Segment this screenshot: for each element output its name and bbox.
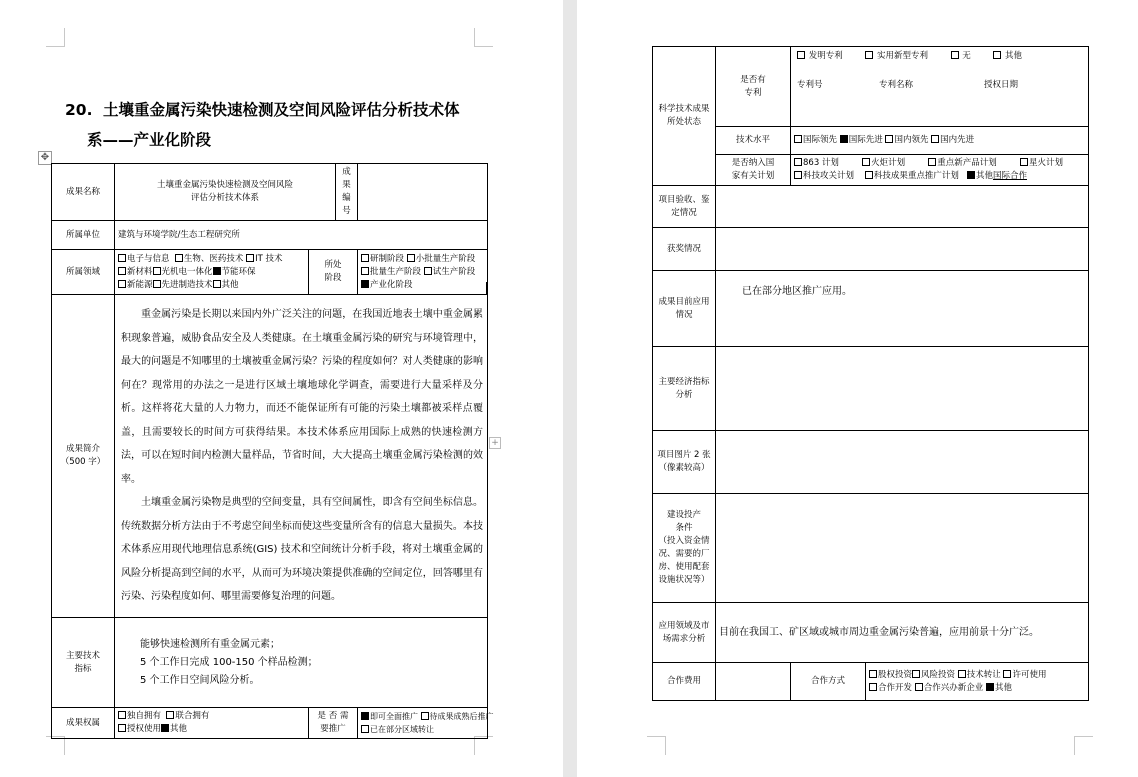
field-options (115, 250, 309, 295)
checkbox[interactable] (958, 670, 966, 678)
rights-option-selected: 其他 (170, 724, 188, 734)
checkbox-checked[interactable] (361, 280, 369, 288)
row-tech (52, 618, 488, 708)
checkbox[interactable] (794, 158, 802, 166)
coop-option: 合作兴办新企业 (923, 682, 984, 693)
patent-options (791, 47, 1089, 127)
tech-line: 5 个工作日完成 100-150 个样品检测； (140, 656, 318, 668)
result-name-value[interactable] (115, 164, 336, 221)
checkbox[interactable] (424, 267, 432, 275)
heading-line-2: 系——产业化阶段 (87, 131, 212, 149)
checkbox[interactable] (993, 51, 1001, 59)
heading-number: 20. (65, 101, 93, 119)
checkbox[interactable] (797, 51, 805, 59)
stage-label-line-1: 所处 (324, 260, 342, 270)
intro-paragraph-1: 重金属污染是长期以来国内外广泛关注的问题，在我国近地表土壤中重金属累积现象普遍，威胁食品安全及人类健康。在土壤重金属污染的研究与环境管理中，最大的问题是不知哪里的土壤被重金属污染？污染的程度如何？对人类健康的影响何在？现常用的办法之一是进行区域土壤地球化学调查，需要进行大量采样及分析。这样将花大量的人力物力，而还不能保证所有可能的污染土壤都被采样点覆盖，且需要较长的时间方可获得结果。本技术体系应用国际上成熟的快速检测方法，可以在短时间内检测大量样品，节省时间，大大提高土壤重金属污染检测的效率。 (121, 309, 483, 485)
unit-label: 所属单位 (52, 221, 115, 250)
level-label: 技术水平 (716, 127, 791, 155)
checkbox[interactable] (885, 135, 893, 143)
award-value[interactable] (716, 228, 1089, 271)
checkbox[interactable] (862, 158, 870, 166)
row-acceptance (653, 186, 1089, 228)
build-label (653, 494, 716, 603)
patent-number-label: 专利号 (797, 80, 823, 90)
field-label: 所属领域 (52, 250, 115, 295)
row-award (653, 228, 1089, 271)
level-option-selected: 国际先进 (848, 135, 883, 145)
checkbox[interactable] (361, 725, 369, 733)
coop-option-selected: 其他 (994, 682, 1012, 693)
row-photo (653, 431, 1089, 494)
field-option-selected: 节能环保 (221, 266, 256, 277)
checkbox[interactable] (915, 683, 923, 691)
promo-options (358, 708, 494, 739)
level-options (791, 127, 1089, 155)
result-name-line-1: 土壤重金属污染快速检测及空间风险 (156, 180, 293, 190)
row-level (653, 127, 1089, 155)
promo-label-line-2: 要推广 (320, 724, 346, 734)
checkbox[interactable] (361, 267, 369, 275)
crop-mark-top-right (474, 28, 493, 47)
tech-label-cell (52, 618, 115, 708)
checkbox[interactable] (931, 135, 939, 143)
row-intro (52, 295, 488, 618)
cost-label: 合作费用 (653, 663, 716, 701)
patent-label-line-2: 专利 (744, 87, 762, 98)
checkbox[interactable] (118, 711, 126, 719)
checkbox-checked[interactable] (213, 267, 221, 275)
checkbox[interactable] (118, 280, 126, 288)
field-option: 生物、医药技术 (183, 253, 244, 264)
result-name-label: 成果名称 (52, 164, 115, 221)
stage-option: 小批量生产阶段 (415, 253, 476, 264)
field-option: 先进制造技术 (161, 279, 213, 290)
checkbox[interactable] (869, 683, 877, 691)
photo-value[interactable] (716, 431, 1089, 494)
stage-option: 试生产阶段 (432, 266, 476, 277)
checkbox[interactable] (951, 51, 959, 59)
coop-option: 技术转让 (966, 669, 1001, 680)
plan-option: 重点新产品计划 (937, 158, 997, 168)
rights-option: 联合拥有 (175, 711, 210, 721)
application-value[interactable]: 已在部分地区推广应用。 (716, 271, 1089, 347)
tech-label-line-2: 指标 (74, 663, 92, 674)
plan-label (716, 155, 791, 186)
result-form-table-continued (652, 46, 1089, 701)
acceptance-value[interactable] (716, 186, 1089, 228)
stage-options (358, 250, 488, 295)
plan-options (791, 155, 1089, 186)
coop-option: 许可使用 (1012, 669, 1047, 680)
row-market (653, 603, 1089, 663)
plan-option: 科技成果重点推广计划 (873, 171, 959, 181)
checkbox[interactable] (246, 254, 254, 262)
checkbox-checked[interactable] (986, 683, 994, 691)
result-no-label: 成果编号 (336, 164, 358, 221)
tech-indicators[interactable] (115, 618, 488, 708)
intro-paragraph-2: 土壤重金属污染物是典型的空间变量，具有空间属性，即含有空间坐标信息。传统数据分析方法由于不考虑空间坐标而使这些变量所含有的信息大量损失。本技术体系应用现代地理信息系统(GIS) 技术和空间统计分析手段，将对土壤重金属的风险分析提高到空间的水平，从而可为环境决策提供准确的空间定位，回答哪里有污染、污染程度如何、哪里需要修复治理的问题。 (121, 497, 483, 603)
coop-option: 合作开发 (878, 682, 913, 693)
table-add-column-icon[interactable]: + (489, 437, 501, 449)
intro-text[interactable] (115, 295, 488, 618)
row-unit (52, 221, 488, 250)
document-page-1 (0, 0, 563, 777)
checkbox[interactable] (153, 267, 161, 275)
field-option: 电子与信息 (127, 253, 170, 264)
stage-label-line-2: 阶段 (324, 273, 342, 283)
checkbox[interactable] (865, 171, 873, 179)
award-label: 获奖情况 (653, 228, 716, 271)
promo-option: 待成果成熟后推广 (429, 712, 494, 721)
unit-value[interactable]: 建筑与环境学院/生态工程研究所 (115, 221, 488, 250)
crop-mark-bottom-left (647, 736, 666, 755)
patent-label-line-1: 是否有 (740, 74, 766, 85)
checkbox-checked[interactable] (361, 712, 369, 720)
intro-label: 成果简介 (65, 444, 100, 454)
plan-label-line-2: 家有关计划 (731, 171, 775, 181)
checkbox[interactable] (1003, 670, 1011, 678)
row-patent (653, 47, 1089, 127)
plan-option: 科技攻关计划 (803, 171, 855, 181)
state-label: 科学技术成果所处状态 (653, 47, 716, 186)
plan-option: 火炬计划 (871, 158, 906, 168)
stage-option: 批量生产阶段 (370, 266, 422, 277)
checkbox-checked[interactable] (161, 724, 169, 732)
stage-option: 研制阶段 (370, 253, 405, 264)
checkbox[interactable] (928, 158, 936, 166)
checkbox[interactable] (869, 670, 877, 678)
stage-option-selected: 产业化阶段 (370, 279, 413, 290)
promo-label (309, 708, 358, 739)
econ-value[interactable] (716, 347, 1089, 431)
plan-option: 863 计划 (803, 158, 839, 168)
coop-options (866, 663, 1089, 701)
result-no-value[interactable] (358, 164, 488, 221)
rights-option: 授权使用 (127, 724, 162, 734)
coop-option: 风险投资 (921, 669, 956, 680)
checkbox[interactable] (118, 254, 126, 262)
checkbox[interactable] (166, 711, 174, 719)
crop-mark-top-left (46, 28, 65, 47)
plan-label-line-1: 是否纳入国 (731, 158, 775, 168)
row-rights (52, 708, 488, 739)
field-option: 其他 (221, 279, 239, 290)
checkbox[interactable] (1020, 158, 1028, 166)
promo-option: 已在部分区域转让 (370, 725, 434, 734)
checkbox[interactable] (175, 254, 183, 262)
level-option: 国内先进 (940, 135, 975, 145)
checkbox[interactable] (118, 724, 126, 732)
patent-date-label: 授权日期 (984, 80, 1019, 90)
plan-other-value: 国际合作 (992, 171, 1027, 181)
plan-option-selected: 其他 (975, 171, 993, 181)
field-option: 光机电一体化 (161, 266, 213, 277)
intro-label-cell (52, 295, 115, 618)
field-option: 新能源 (127, 279, 153, 290)
heading-line-1: 土壤重金属污染快速检测及空间风险评估分析技术体 (103, 101, 460, 119)
table-move-handle-icon[interactable]: ✥ (38, 151, 52, 165)
rights-label: 成果权属 (52, 708, 115, 739)
patent-name-label: 专利名称 (879, 80, 914, 90)
rights-option: 独自拥有 (127, 711, 162, 721)
acceptance-label: 项目验收、鉴定情况 (653, 186, 716, 228)
checkbox[interactable] (794, 135, 802, 143)
checkbox-checked[interactable] (840, 135, 848, 143)
coop-option: 股权投资 (878, 669, 913, 680)
checkbox[interactable] (794, 171, 802, 179)
build-label-line-1: 建设投产 (666, 510, 701, 520)
checkbox[interactable] (865, 51, 873, 59)
econ-label: 主要经济指标分析 (653, 347, 716, 431)
patent-option: 发明专利 (808, 51, 843, 61)
field-option: IT 技术 (255, 253, 283, 264)
checkbox[interactable] (118, 267, 126, 275)
stage-label (309, 250, 358, 295)
field-option: 新材料 (127, 266, 153, 277)
intro-sub-label: （500 字） (60, 457, 106, 467)
photo-label: 项目图片 2 张（像素较高） (653, 431, 716, 494)
patent-option: 无 (962, 51, 971, 61)
row-application (653, 271, 1089, 347)
level-option: 国际领先 (803, 135, 838, 145)
checkbox[interactable] (213, 280, 221, 288)
build-value[interactable] (716, 494, 1089, 603)
level-option: 国内领先 (894, 135, 929, 145)
section-heading (65, 95, 505, 155)
promo-option-selected: 即可全面推广 (370, 712, 418, 721)
checkbox[interactable] (361, 254, 369, 262)
row-field (52, 250, 488, 295)
build-label-line-2: 条件 (675, 523, 693, 533)
row-build (653, 494, 1089, 603)
application-label: 成果目前应用情况 (653, 271, 716, 347)
patent-label (716, 47, 791, 127)
market-value[interactable]: 目前在我国工、矿区域或城市周边重金属污染普遍，应用前景十分广泛。 (716, 603, 1089, 663)
rights-options (115, 708, 309, 739)
result-form-table (51, 163, 494, 739)
plan-option: 星火计划 (1028, 158, 1063, 168)
patent-option: 其他 (1005, 51, 1023, 61)
tech-line: 5 个工作日空间风险分析。 (140, 674, 260, 686)
patent-option: 实用新型专利 (876, 51, 928, 61)
build-label-line-3: （投入资金情况、需要的厂房、使用配套设施状况等） (658, 536, 710, 585)
tech-label-line-1: 主要技术 (65, 650, 100, 661)
tech-line: 能够快速检测所有重金属元素； (140, 638, 280, 650)
checkbox[interactable] (407, 254, 415, 262)
checkbox[interactable] (912, 670, 920, 678)
result-name-line-2: 评估分析技术体系 (190, 193, 259, 203)
row-coop (653, 663, 1089, 701)
row-econ (653, 347, 1089, 431)
checkbox[interactable] (421, 712, 429, 720)
market-label: 应用领域及市场需求分析 (653, 603, 716, 663)
promo-label-line-1: 是 否 需 (317, 711, 349, 721)
row-result-name (52, 164, 488, 221)
document-page-2 (577, 0, 1138, 777)
row-plan (653, 155, 1089, 186)
checkbox-checked[interactable] (967, 171, 975, 179)
cost-value[interactable] (716, 663, 791, 701)
coop-label: 合作方式 (791, 663, 866, 701)
crop-mark-bottom-right (1074, 736, 1093, 755)
checkbox[interactable] (153, 280, 161, 288)
